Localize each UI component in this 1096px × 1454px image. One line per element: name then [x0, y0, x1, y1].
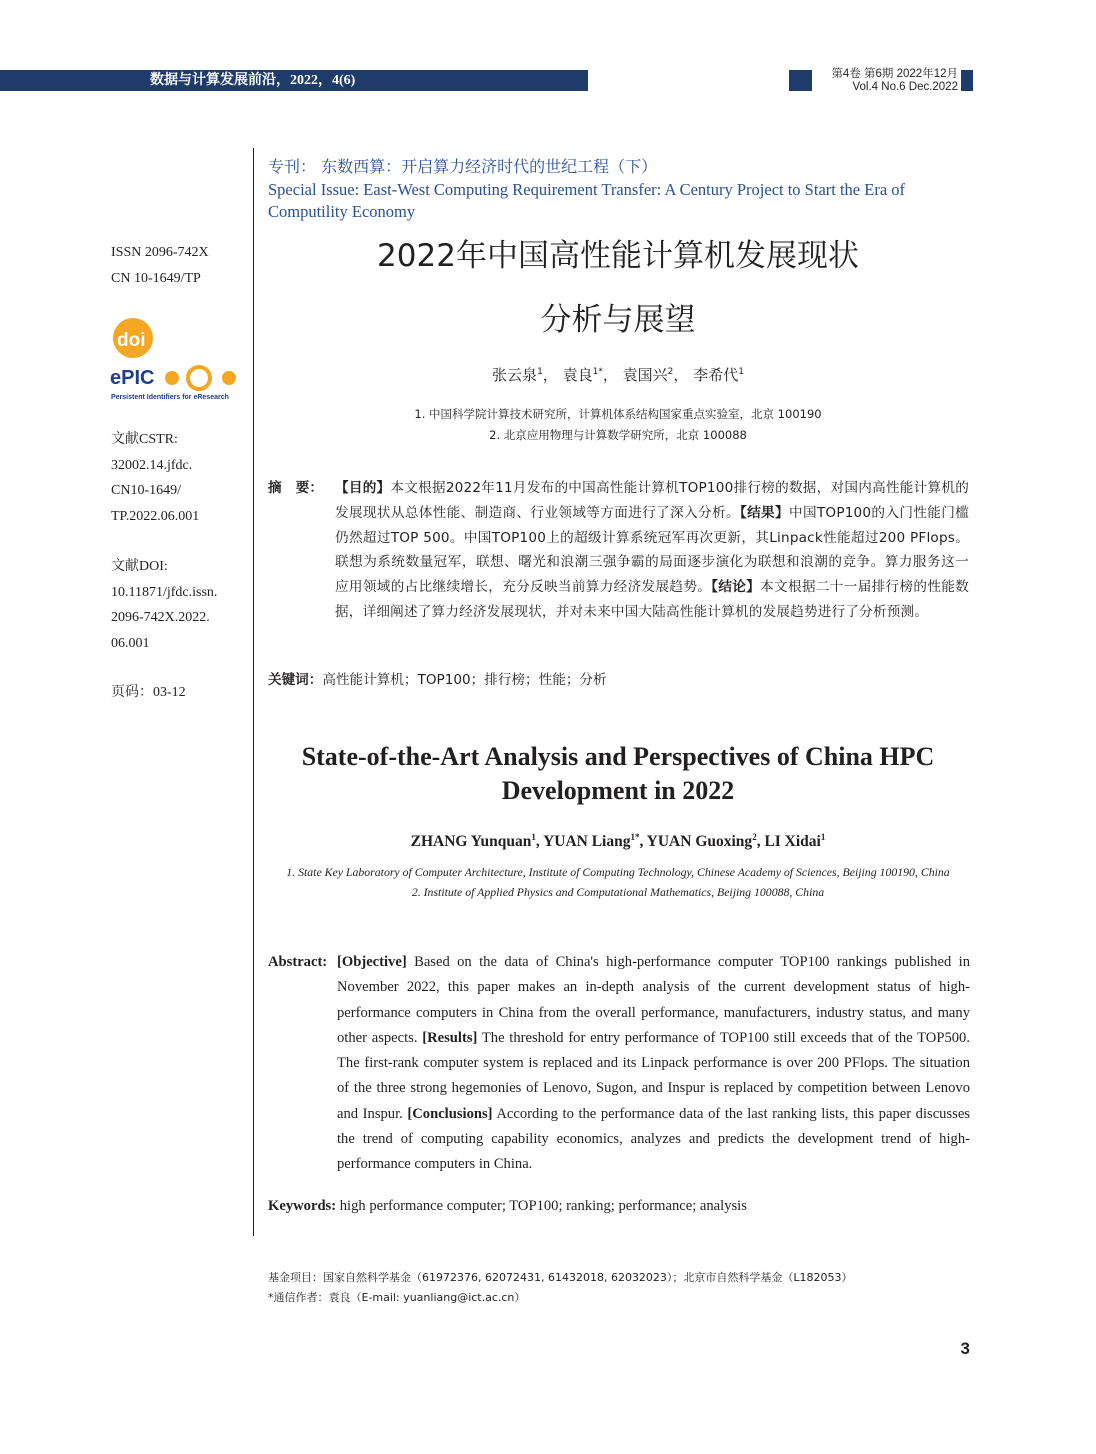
title-cn-line1: 2022年中国高性能计算机发展现状: [377, 238, 859, 274]
affiliations-cn: [268, 404, 968, 446]
volume-en: Vol.4 No.6 Dec.2022: [852, 81, 958, 93]
issn: ISSN 2096-742X: [111, 245, 209, 260]
cstr-label: 文献CSTR:: [111, 432, 178, 447]
author-affil-mark: 1: [531, 832, 536, 842]
author-name: 张云泉: [492, 366, 538, 384]
journal-citation: 数据与计算发展前沿，2022，4(6): [150, 73, 356, 88]
title-cn-line2: 分析与展望: [540, 302, 696, 338]
author-name: YUAN Guoxing: [646, 833, 753, 850]
volume-info: [817, 68, 958, 94]
results-text: 中国TOP100的入门性能门槛仍然超过TOP 500。中国TOP100上的超级计算系统冠军再次更新，其Linpack性能超过200 PFlops。联想为系统数量冠军，联想、曙光和浪潮三强争霸的局面逐步演化为联想和浪潮的竞争。算力服务这一应用领域的占比继续增长，充分反映当前算力经济发展趋势。: [335, 504, 969, 596]
author-affil-mark: 1: [537, 367, 543, 377]
abstract-en: [268, 950, 970, 1178]
issn-block: [111, 240, 209, 291]
abstract-cn-body: [335, 476, 969, 625]
cstr-block: [111, 427, 199, 529]
special-issue-cn: [268, 156, 978, 178]
affiliation: 2. 北京应用物理与计算数学研究所，北京 100088: [489, 428, 747, 442]
abstract-en-body: [337, 950, 970, 1178]
author-affil-mark: 2: [752, 832, 757, 842]
objective-text: Based on the data of China's high-performance computer TOP100 rankings published in November 2022, this paper makes an in-depth analysis of the current development status of high-performance computers in China from the overall performance, manufacturers, industry status, and many other aspects.: [337, 954, 970, 1046]
keywords-en: [268, 1195, 970, 1217]
author-sep: ,: [756, 833, 765, 850]
special-issue-en: Special Issue: East-West Computing Requirement Transfer: A Century Project to Start the Era of Computility Economy: [268, 180, 906, 221]
epic-dot-1: [165, 371, 179, 385]
keywords-cn-text: 高性能计算机；TOP100；排行榜；性能；分析: [322, 672, 607, 688]
special-issue: [268, 156, 978, 223]
results-tag: 【结果】: [739, 504, 789, 521]
header-square-right: [961, 70, 973, 91]
cstr-line: 32002.14.jfdc.: [111, 457, 193, 473]
author-sep: ，: [673, 366, 689, 384]
author-name: 李希代: [693, 366, 739, 384]
special-issue-prefix: 专刊：: [268, 157, 317, 176]
author-name: LI Xidai: [764, 833, 821, 850]
conclusions-text: According to the performance data of the last ranking lists, this paper discusses the trend of computing capability economics, analyzes and predicts the development trend of high-performance computers in China.: [337, 1105, 970, 1173]
footnotes: [268, 1268, 970, 1308]
sidebar-divider: [253, 148, 254, 1236]
cstr-line: TP.2022.06.001: [111, 508, 200, 524]
epic-dot-3: [222, 371, 236, 385]
authors-en: [268, 826, 968, 853]
doi-line: 06.001: [111, 635, 150, 651]
author-affil-mark: 1*: [630, 832, 640, 842]
results-text: The threshold for entry performance of TOP100 still exceeds that of the TOP500. The first-rank computer system is replaced and its Linpack performance is over 200 PFlops. The situation of the three strong hegemonies of Lenovo, Sugon, and Inspur is replaced by competition between Lenovo and Inspur.: [337, 1029, 970, 1122]
abstract-cn: [268, 476, 969, 625]
author-name: ZHANG Yunquan: [410, 833, 532, 850]
abstract-en-label: Abstract:: [268, 954, 328, 970]
doi-logo-text: doi: [117, 330, 146, 351]
page-range: 页码：03-12: [111, 685, 186, 700]
header-square-left: [789, 70, 812, 91]
keywords-en-text: high performance computer; TOP100; ranking; performance; analysis: [336, 1198, 747, 1214]
author-sep: ,: [639, 833, 647, 850]
objective-tag: 【目的】: [335, 480, 391, 496]
doi-line: 2096-742X.2022.: [111, 610, 210, 625]
conclusions-text: 本文根据二十一届排行榜的性能数据，详细阐述了算力经济发展现状，并对未来中国大陆高性能计算机的发展趋势进行了分析预测。: [335, 579, 970, 620]
objective-text: 本文根据2022年11月发布的中国高性能计算机TOP100排行榜的数据，对国内高性能计算机的发展现状从总体性能、制造商、行业领域等方面进行了深入分析。: [335, 480, 969, 521]
conclusions-tag: 【结论】: [711, 579, 761, 596]
affiliation: 1. State Key Laboratory of Computer Architecture, Institute of Computing Technology, Chinese Academy of Sciences, Beijing 100190, China: [286, 865, 950, 879]
affiliations-en: [268, 862, 968, 902]
keywords-cn: [268, 668, 969, 692]
epic-logo-text: ePIC: [110, 367, 155, 389]
affiliation: 2. Institute of Applied Physics and Computational Mathematics, Beijing 100088, China: [411, 885, 825, 899]
author-sep: ,: [535, 833, 544, 850]
abstract-cn-label: 摘 要：: [268, 480, 324, 496]
affiliation: 1. 中国科学院计算技术研究所，计算机体系结构国家重点实验室，北京 100190: [414, 407, 822, 421]
author-sep: ，: [542, 366, 558, 384]
doi-label: 文献DOI:: [111, 559, 168, 574]
epic-dot-2: [188, 367, 210, 389]
author-name: YUAN Liang: [543, 833, 631, 850]
doi-epic-logo: [110, 318, 242, 404]
author-affil-mark: 1: [820, 832, 826, 842]
author-sep: ，: [602, 366, 618, 384]
keywords-cn-label: 关键词：: [268, 672, 323, 688]
title-en: State-of-the-Art Analysis and Perspectives of China HPC Development in 2022: [301, 742, 935, 805]
authors-cn: [268, 361, 968, 386]
corresponding-author-note: *通信作者：袁良（E-mail: yuanliang@ict.ac.cn）: [268, 1291, 526, 1304]
conclusions-tag: [Conclusions]: [407, 1105, 493, 1122]
author-name: 袁良: [562, 366, 593, 384]
epic-tagline: Persistent Identifiers for eResearch: [111, 394, 229, 401]
keywords-en-label: Keywords:: [268, 1198, 337, 1214]
objective-tag: [Objective]: [337, 954, 407, 970]
doi-line: 10.11871/jfdc.issn.: [111, 584, 218, 600]
results-tag: [Results]: [422, 1029, 478, 1046]
funding-note: 基金项目：国家自然科学基金（61972376, 62072431, 61432018, 62032023）；北京市自然科学基金（L182053）: [268, 1271, 853, 1284]
volume-cn: 第4卷 第6期 2022年12月: [831, 68, 958, 80]
cstr-line: CN10-1649/: [111, 483, 181, 498]
cn-number: CN 10-1649/TP: [111, 270, 201, 286]
author-name: 袁国兴: [622, 366, 668, 384]
author-affil-mark: 2: [667, 367, 674, 377]
special-issue-title-cn: 东数西算：开启算力经济时代的世纪工程（下）: [321, 157, 658, 176]
page-number: 3: [960, 1339, 970, 1358]
doi-block: [111, 554, 217, 656]
author-affil-mark: 1*: [592, 367, 603, 377]
author-affil-mark: 1: [738, 367, 744, 377]
